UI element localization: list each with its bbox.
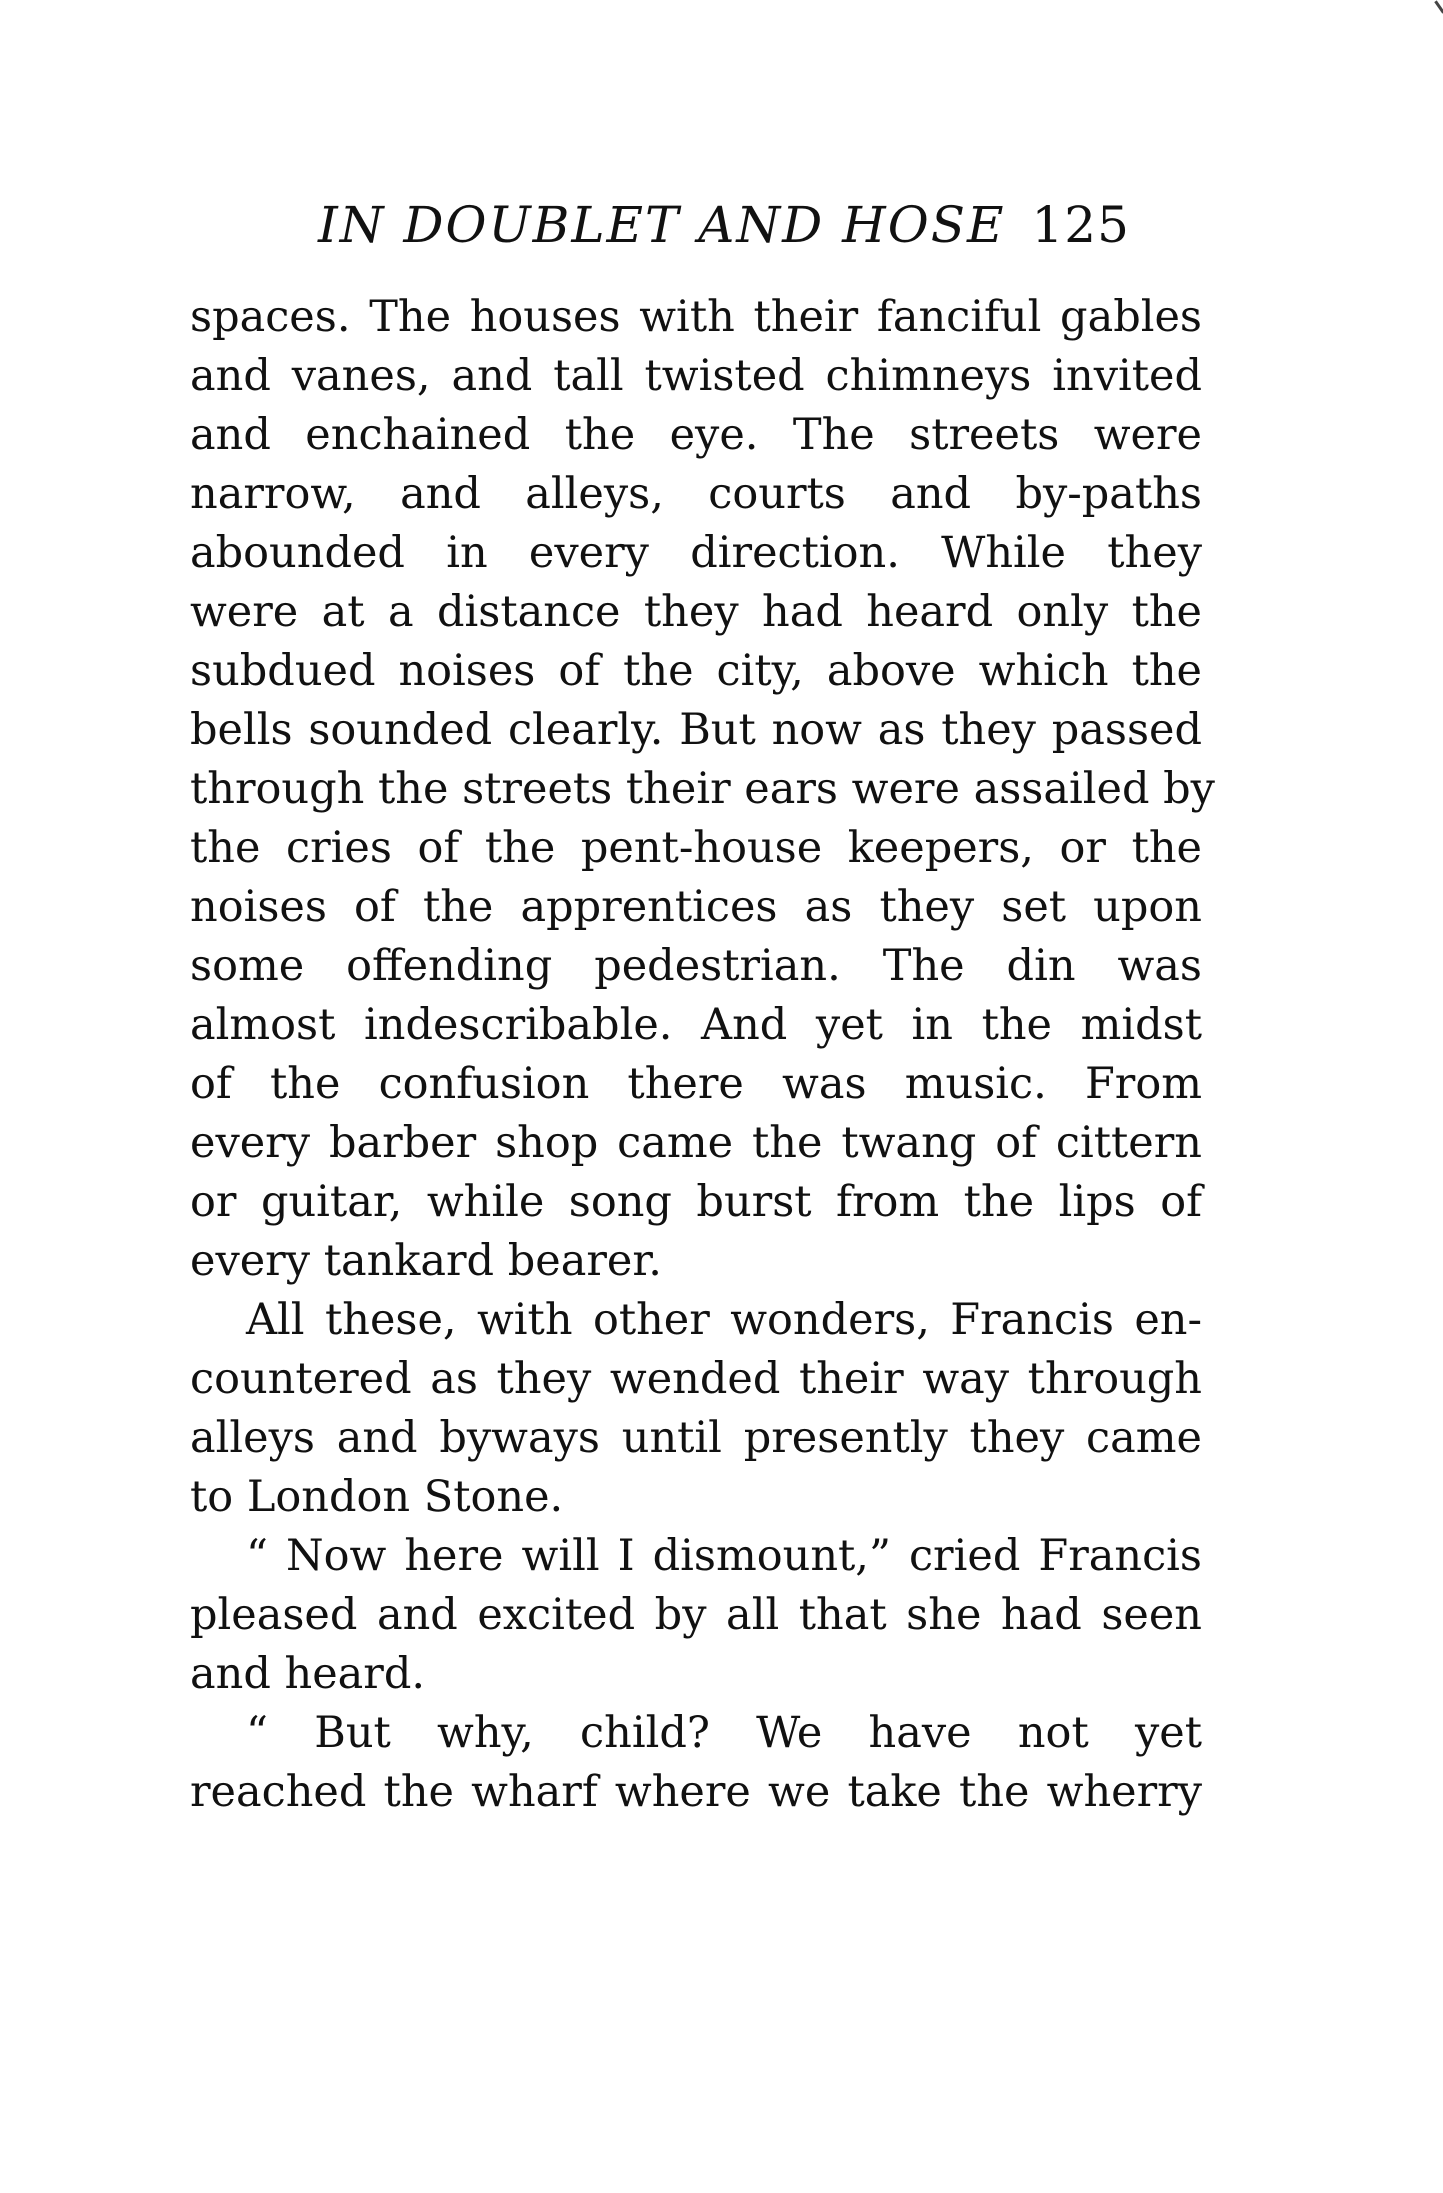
text-line: and heard. [190,1649,426,1699]
text-line: to London Stone. [190,1472,564,1522]
text-line: spaces. The houses with their fanciful gables [190,292,1202,342]
text-line: countered as they wended their way through [190,1354,1202,1404]
text-line: alleys and byways until presently they came [190,1413,1202,1463]
text-line: and vanes, and tall twisted chimneys invited [190,351,1202,401]
text-line: the cries of the pent-house keepers, or the [190,823,1202,873]
text-line: “ But why, child? We have not yet [246,1708,1202,1758]
running-header [318,190,1208,260]
text-line: pleased and excited by all that she had seen [190,1590,1202,1640]
text-line: reached the wharf where we take the wherry [190,1767,1202,1817]
text-line: “ Now here will I dismount,” cried Francis [246,1531,1202,1581]
text-line: almost indescribable. And yet in the midst [190,1000,1202,1050]
scan-mark [1434,0,1443,13]
text-line: every tankard bearer. [190,1236,662,1286]
text-line: every barber shop came the twang of cittern [190,1118,1202,1168]
text-line: and enchained the eye. The streets were [190,410,1202,460]
text-line: or guitar, while song burst from the lips of [190,1177,1202,1227]
text-line: some offending pedestrian. The din was [190,941,1202,991]
text-line: abounded in every direction. While they [190,528,1202,578]
page-number: 125 [1031,196,1130,254]
text-line: All these, with other wonders, Francis en- [246,1295,1202,1345]
text-line: subdued noises of the city, above which the [190,646,1202,696]
text-line: through the streets their ears were assailed by [190,764,1215,814]
running-title: IN DOUBLET AND HOSE [318,196,1006,254]
text-line: narrow, and alleys, courts and by-paths [190,469,1202,519]
text-line: noises of the apprentices as they set upon [190,882,1202,932]
text-line: of the confusion there was music. From [190,1059,1202,1109]
text-line: bells sounded clearly. But now as they passed [190,705,1202,755]
text-line: were at a distance they had heard only the [190,587,1202,637]
body-text [190,288,1215,1822]
